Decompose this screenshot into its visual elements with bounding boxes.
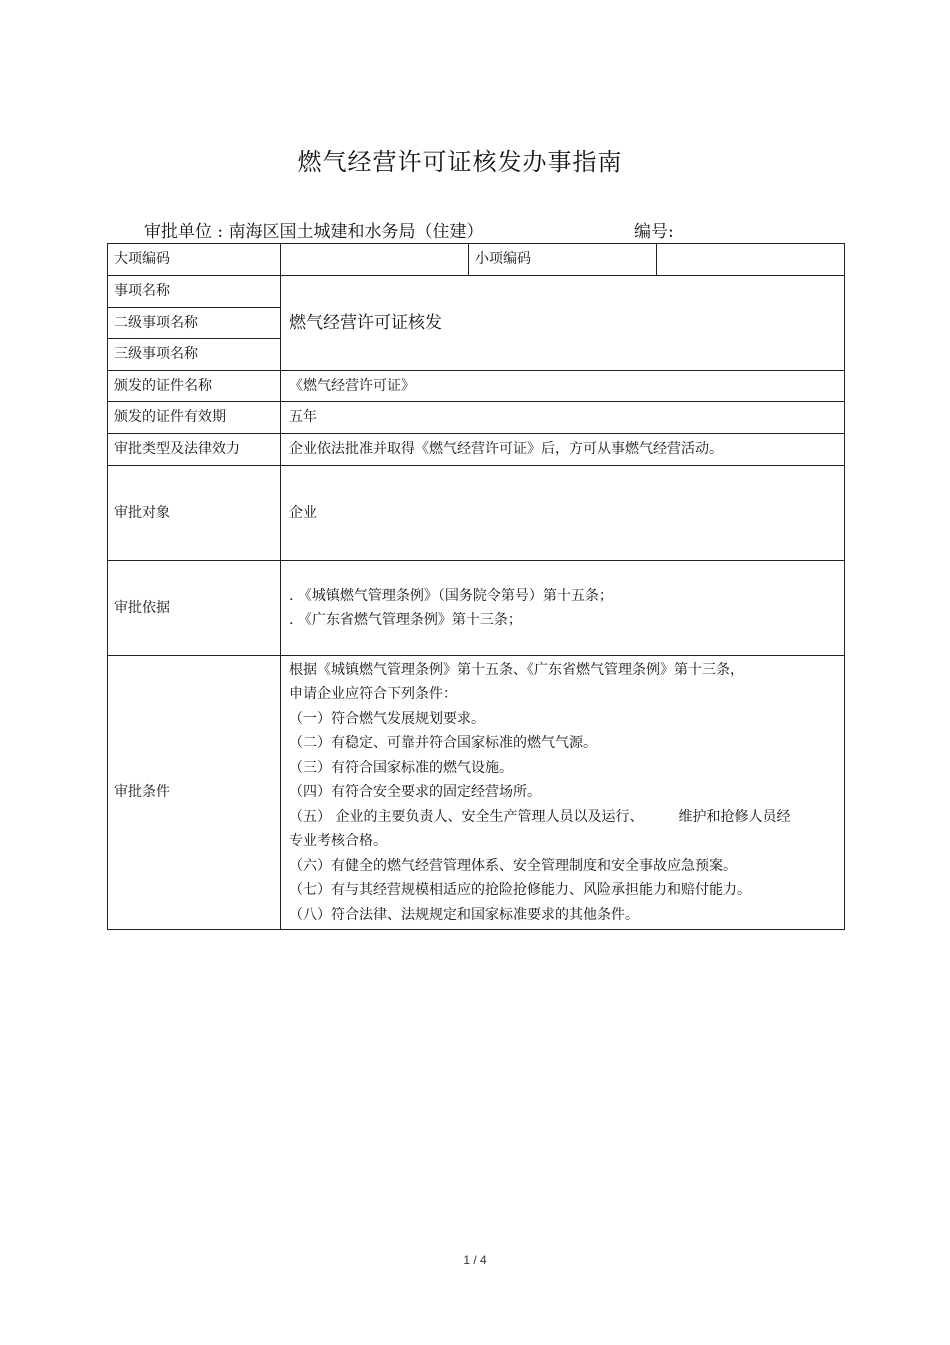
item-name-row <box>108 276 845 308</box>
item-name-value: 燃气经营许可证核发 <box>281 276 845 371</box>
document-title: 燃气经营许可证核发办事指南 <box>297 148 623 176</box>
condition-line: （七）有与其经营规模相适应的抢险抢修能力、风险承担能力和赔付能力。 <box>289 882 751 899</box>
basis-line: . 《城镇燃气管理条例》（国务院令第号）第十五条； <box>289 588 613 604</box>
approval-object-row <box>108 466 845 561</box>
condition-line: 专业考核合格。 <box>289 833 387 850</box>
approval-object-value: 企业 <box>281 466 845 561</box>
minor-code-label: 小项编码 <box>469 244 657 276</box>
guide-table <box>107 243 845 930</box>
serial-number-label: 编号: <box>634 222 674 242</box>
validity-value: 五年 <box>281 402 845 434</box>
basis-line: . 《广东省燃气管理条例》第十三条； <box>289 612 522 628</box>
approval-object-label: 审批对象 <box>108 466 281 561</box>
cert-name-label: 颁发的证件名称 <box>108 371 281 402</box>
level3-item-label: 三级事项名称 <box>108 339 281 371</box>
approval-conditions-row <box>108 656 845 930</box>
validity-label: 颁发的证件有效期 <box>108 402 281 434</box>
condition-line: （四）有符合安全要求的固定经营场所。 <box>289 784 541 801</box>
code-row <box>108 244 845 276</box>
approval-type-value: 企业依法批准并取得《燃气经营许可证》后，方可从事燃气经营活动。 <box>281 434 845 466</box>
cert-name-value: 《燃气经营许可证》 <box>281 371 845 402</box>
approval-conditions-list <box>281 656 845 930</box>
condition-line: （二）有稳定、可靠并符合国家标准的燃气气源。 <box>289 735 597 752</box>
validity-row <box>108 402 845 434</box>
condition-line: （一）符合燃气发展规划要求。 <box>289 710 485 727</box>
cert-name-row <box>108 371 845 402</box>
approval-type-label: 审批类型及法律效力 <box>108 434 281 466</box>
approval-unit: 审批单位 : 南海区国土城建和水务局（住建） <box>144 222 484 242</box>
condition-line: 申请企业应符合下列条件： <box>289 686 457 703</box>
major-code-value <box>281 244 469 276</box>
approval-conditions-label: 审批条件 <box>108 656 281 930</box>
condition-line: （六）有健全的燃气经营管理体系、安全管理制度和安全事故应急预案。 <box>289 857 737 874</box>
condition-line: 根据《城镇燃气管理条例》第十五条、《广东省燃气管理条例》第十三条， <box>289 661 744 678</box>
condition-line: （五） 企业的主要负责人、安全生产管理人员以及运行、 维护和抢修人员经 <box>289 808 791 825</box>
condition-line: （八）符合法律、法规规定和国家标准要求的其他条件。 <box>289 906 639 923</box>
approval-basis-list <box>281 561 845 656</box>
approval-basis-label: 审批依据 <box>108 561 281 656</box>
condition-line: （三）有符合国家标准的燃气设施。 <box>289 759 513 776</box>
item-name-label: 事项名称 <box>108 276 281 308</box>
page-number: 1 / 4 <box>463 1253 487 1267</box>
major-code-label: 大项编码 <box>108 244 281 276</box>
approval-type-row <box>108 434 845 466</box>
level2-item-label: 二级事项名称 <box>108 308 281 339</box>
approval-basis-row <box>108 561 845 656</box>
minor-code-value <box>657 244 845 276</box>
